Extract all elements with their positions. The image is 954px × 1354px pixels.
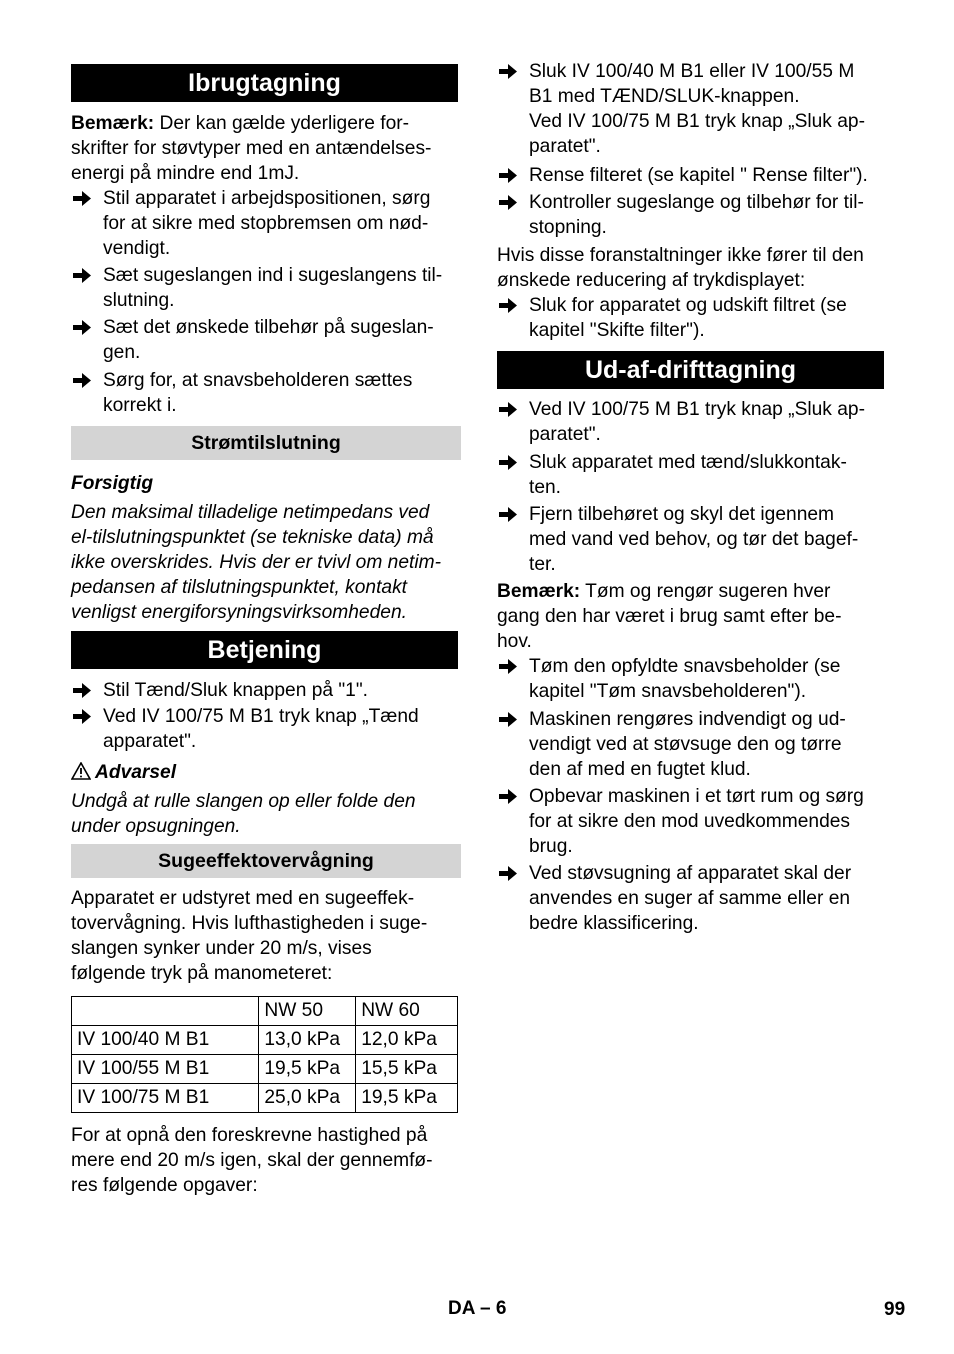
list-item: Sæt sugeslangen ind i sugeslangens til- slutning. [71,263,461,313]
list-item: Fjern tilbehøret og skyl det igennem med vand ved behov, og tør det bagef- ter. [497,502,887,577]
heading-sugeeffektovervagning: Sugeeffektovervågning [71,844,461,878]
list-item: Sluk IV 100/40 M B1 eller IV 100/55 M B1 med TÆND/SLUK-knappen. Ved IV 100/75 M B1 tryk knap „Sluk ap- paratet". [497,59,887,159]
list-item: Sluk apparatet med tænd/slukkontak- ten. [497,450,887,500]
caution-title: Forsigtig [71,473,154,494]
table-cell: 15,5 kPa [356,1055,458,1084]
table-cell: NW 60 [356,997,458,1026]
table-cell: 19,5 kPa [259,1055,356,1084]
warning-title: Advarsel [71,760,461,785]
arrow-right-icon [71,186,95,211]
table-cell: 12,0 kPa [356,1026,458,1055]
arrow-right-icon [71,678,95,703]
list-item: Sørg for, at snavsbeholderen sættes korrekt i. [71,368,461,418]
arrow-right-icon [497,707,521,732]
list-item: Tøm den opfyldte snavsbeholder (se kapitel "Tøm snavsbeholderen"). [497,654,887,704]
arrow-right-icon [71,704,95,729]
section-code: DA – 6 [448,1298,507,1319]
suction-paragraph: Apparatet er udstyret med en sugeeffek- tovervågning. Hvis lufthastigheden i suge- slangen synker under 20 m/s, vises følgende tryk på manometeret: [71,888,428,984]
list-item: Maskinen rengøres indvendigt og ud- vendigt ved at støvsuge den og tørre den af med en fugtet klud. [497,707,887,782]
arrow-right-icon [497,59,521,84]
note-paragraph-1: Bemærk: Der kan gælde yderligere for- skrifter for støvtyper med en antændelses- energi på mindre end 1mJ. [71,113,432,184]
list-item: Kontroller sugeslange og tilbehør for til- stopning. [497,190,887,240]
list-item: Ved IV 100/75 M B1 tryk knap „Tænd apparatet". [71,704,461,754]
list-item: Ved støvsugning af apparatet skal der anvendes en suger af samme eller en bedre klassificering. [497,861,887,936]
warning-paragraph: Undgå at rulle slangen op eller folde den under opsugningen. [71,791,416,837]
table-cell: NW 50 [259,997,356,1026]
note-paragraph-2: Bemærk: Tøm og rengør sugeren hver gang den har været i brug samt efter be- hov. [497,581,842,652]
table-cell: 19,5 kPa [356,1084,458,1113]
list-item: Stil Tænd/Sluk knappen på "1". [71,678,461,703]
arrow-right-icon [71,315,95,340]
list-item: Stil apparatet i arbejdspositionen, sørg for at sikre med stopbremsen om nød- vendigt. [71,186,461,261]
table-row [72,1026,458,1055]
list-item: Sluk for apparatet og udskift filtret (se kapitel "Skifte filter"). [497,293,887,343]
pressure-table [71,996,458,1113]
after-table-paragraph: For at opnå den foreskrevne hastighed på mere end 20 m/s igen, skal der gennemfø- res følgende opgaver: [71,1125,433,1196]
arrow-right-icon [497,502,521,527]
arrow-right-icon [497,163,521,188]
arrow-right-icon [71,263,95,288]
list-item: Ved IV 100/75 M B1 tryk knap „Sluk ap- paratet". [497,397,887,447]
arrow-right-icon [497,190,521,215]
caution-paragraph: Den maksimal tilladelige netimpedans ved el-tilslutningspunktet (se tekniske data) må ikke overskrides. Hvis der er tvivl om netim- pedansen af tilslutningspunktet, kontakt venligst energiforsyningsvirksomheden. [71,502,441,623]
arrow-right-icon [497,450,521,475]
table-cell: 13,0 kPa [259,1026,356,1055]
table-cell: IV 100/55 M B1 [72,1055,259,1084]
arrow-right-icon [497,397,521,422]
arrow-right-icon [497,654,521,679]
heading-betjening: Betjening [71,631,458,669]
note-label: Bemærk: [497,581,581,602]
table-row [72,1084,458,1113]
heading-ibrugtagning: Ibrugtagning [71,64,458,102]
arrow-right-icon [71,368,95,393]
table-cell [72,997,259,1026]
table-cell: IV 100/75 M B1 [72,1084,259,1113]
table-row [72,1055,458,1084]
list-item: Opbevar maskinen i et tørt rum og sørg for at sikre den mod uvedkommendes brug. [497,784,887,859]
list-item: Rense filteret (se kapitel " Rense filter"). [497,163,887,188]
note-label: Bemærk: [71,113,155,134]
arrow-right-icon [497,784,521,809]
table-cell: IV 100/40 M B1 [72,1026,259,1055]
list-item: Sæt det ønskede tilbehør på sugeslan- gen. [71,315,461,365]
arrow-right-icon [497,293,521,318]
heading-ud-af-drifttagning: Ud-af-drifttagning [497,351,884,389]
page-number: 99 [884,1299,906,1320]
heading-stromtilslutning: Strømtilslutning [71,426,461,460]
condition-paragraph: Hvis disse foranstaltninger ikke fører til den ønskede reducering af trykdisplayet: [497,245,864,291]
table-header-row [72,997,458,1026]
arrow-right-icon [497,861,521,886]
table-cell: 25,0 kPa [259,1084,356,1113]
warning-triangle-icon [71,760,95,785]
